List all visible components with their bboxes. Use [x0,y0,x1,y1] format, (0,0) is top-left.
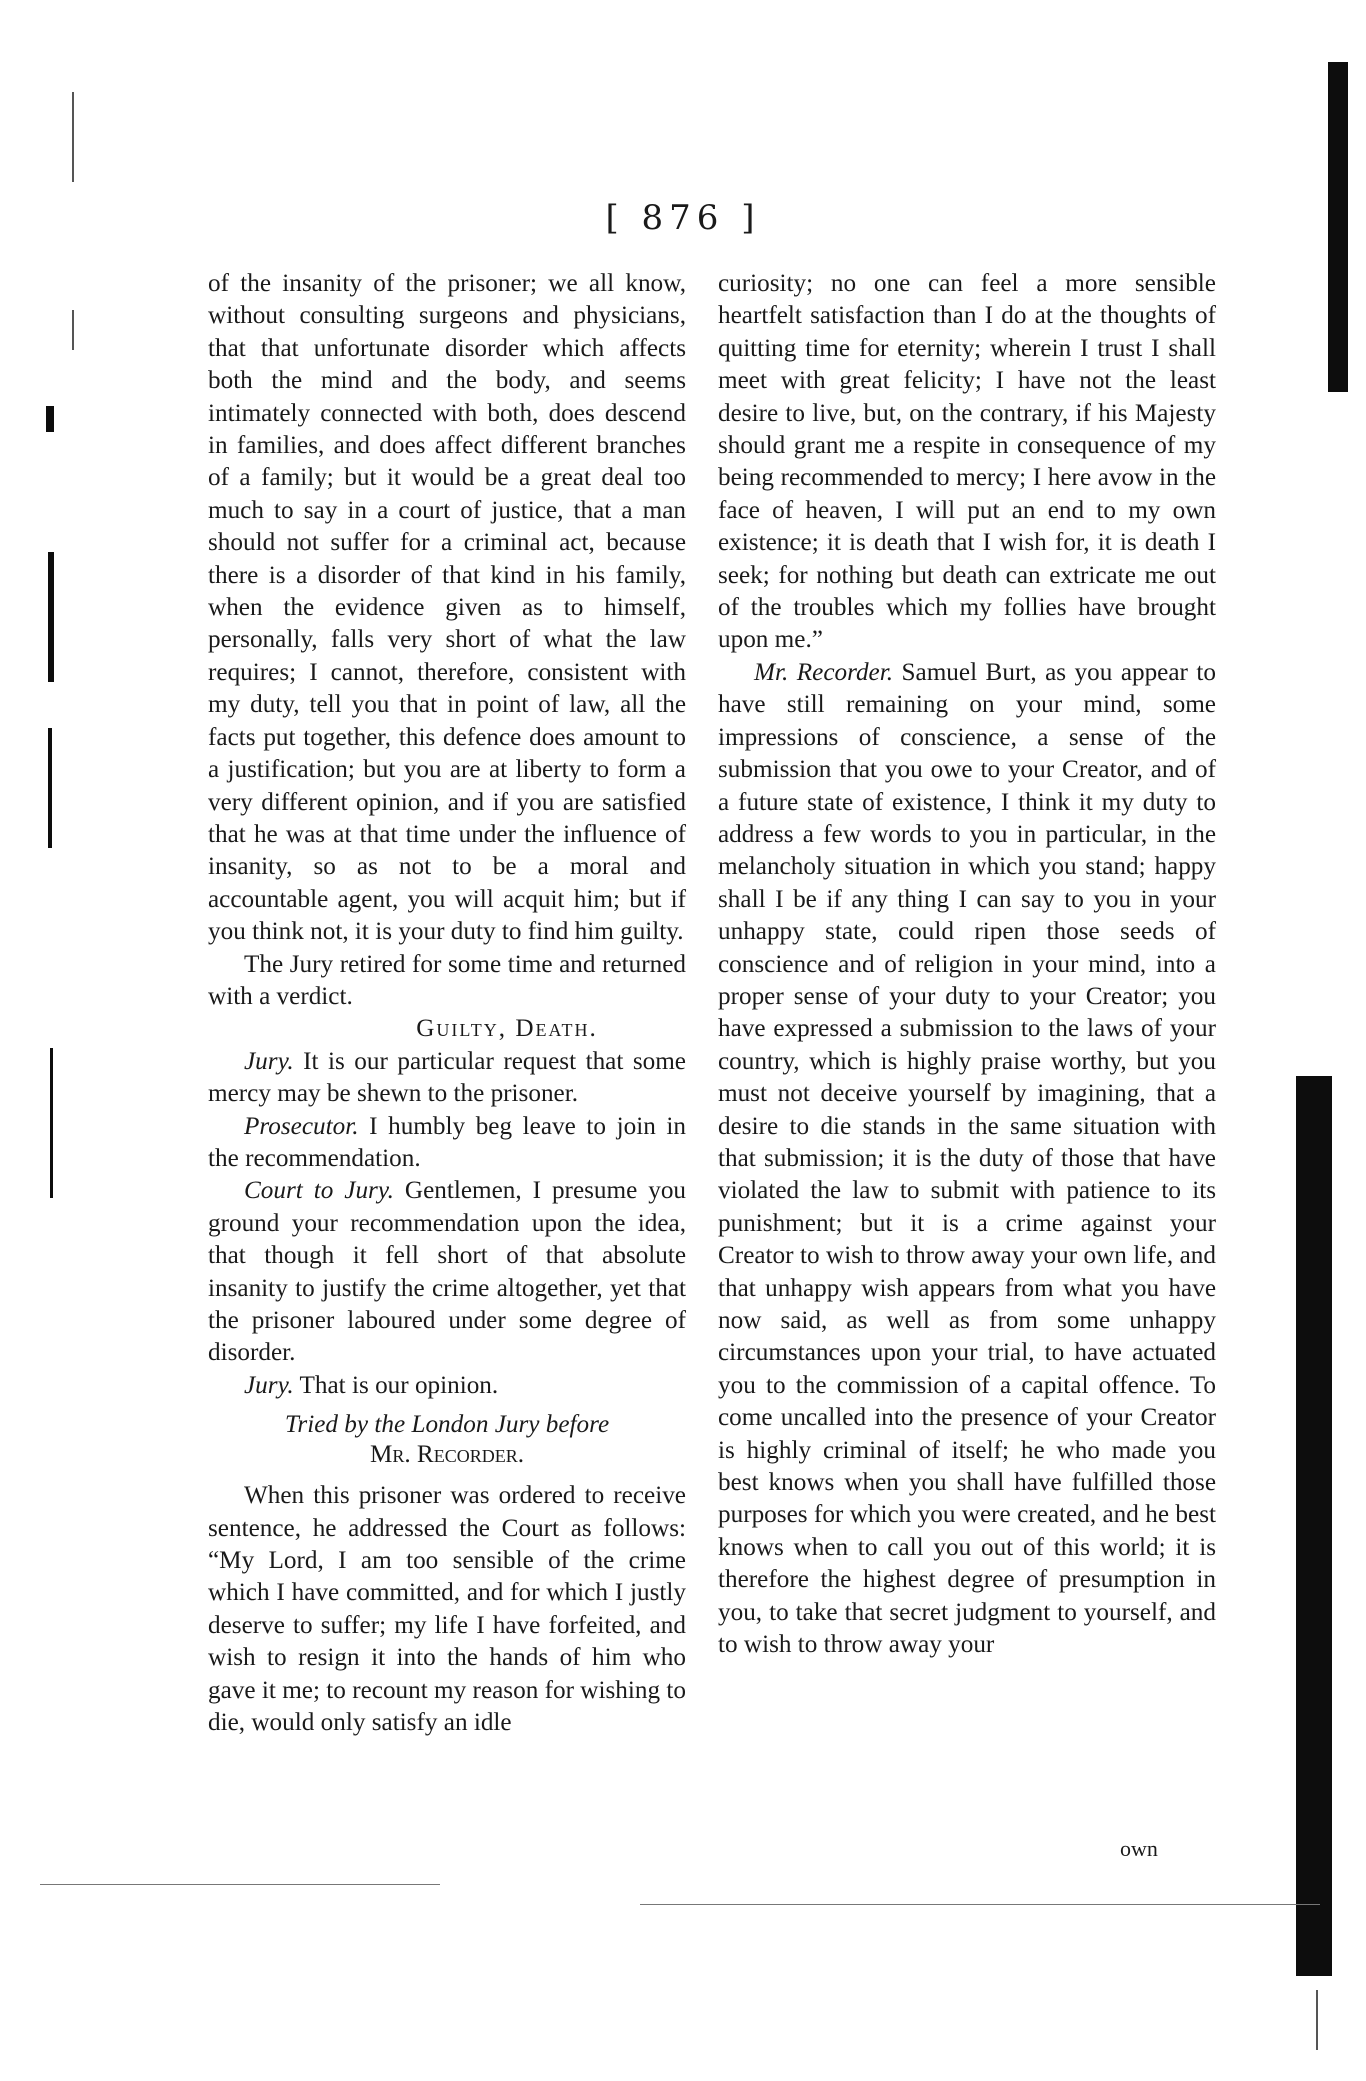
paragraph-jury-request [208,1046,686,1111]
section-heading [208,1410,686,1470]
section-heading-line: Tried by the London Jury before [284,1411,610,1439]
scan-edge-tick-2 [72,310,74,350]
scan-edge-mark-left-1 [46,406,54,432]
speaker-recorder: Mr. Recorder. [754,658,894,686]
scan-bottom-rule-left [40,1884,440,1885]
paragraph-jury-retired: The Jury retired for some time and returned with a verdict. [208,950,686,1010]
scan-edge-mark-left-2 [48,552,54,682]
jury-request-text: It is our particular request that some mercy may be shewn to the prisoner. [208,1047,686,1108]
verdict: Guilty, Death. [416,1015,598,1043]
scan-edge-mark-left-3 [48,728,52,848]
prosecutor-text: I humbly beg leave to join in the recommendation. [208,1112,687,1172]
paragraph-quote-continued: curiosity; no one can feel a more sensible heartfelt satisfaction than I do at the thoughts of quitting time for eternity; wherein I trust I shall meet with great felicity; I have not the least desire to live, but, on the contrary, if his Majesty should grant me a respite in consequence of my being recommended to mercy; I here avow in the face of heaven, I will put an end to my own existence; it is death that I wish for, it is death I seek; for nothing but death can extricate me out of the troubles which my follies have brought upon me.” [718,270,1216,654]
catchword: own [1120,1836,1158,1861]
scan-bottom-rule-right [640,1904,1320,1905]
paragraph-prisoner-address [208,1480,686,1739]
paragraph-prosecutor [208,1111,686,1176]
paragraph-charge-end: of the insanity of the prisoner; we all know, without consulting surgeons and physicians, that that unfortunate disorder which affects both the mind and the body, and seems intimately connected with both, does descend in families, and does affect different branches of a family; but it would be a great deal too much to say in a court of justice, that a man should not suffer for a criminal act, because there is a disorder of that kind in his family, when the evidence given as to himself, personally, falls very short of what the law requires; I cannot, therefore, consistent with my duty, tell you that in point of law, all the facts put together, this defence does amount to a justification; but you are at liberty to form a very different opinion, and if you are satisfied that he was at that time under the influence of insanity, so as not to be a moral and accountable agent, you will acquit him; but if you think not, it is your duty to find him guilty. [208,270,686,946]
scan-edge-bar-bottom [1296,1076,1332,1976]
prisoner-address-quote: “My Lord, I am too sensible of the crime which I have committed, and for which I justly deserve to suffer; my life I have forfeited, and wish to resign it into the hands of him who gave it me; to recount my reason for wishing to die, would only satisfy an idle [208,1547,686,1737]
paragraph-recorder [718,657,1216,1662]
page-number: [ 876 ] [605,198,761,238]
speaker-prosecutor: Prosecutor. [244,1112,359,1140]
speaker-court: Court to Jury. [244,1177,394,1205]
speaker-jury-2: Jury. [244,1371,294,1399]
paragraph-jury-opinion [208,1370,686,1402]
scan-edge-tick-1 [72,92,74,182]
scan-edge-tick-3 [1316,1990,1318,2050]
section-heading-sub: Mr. Recorder. [369,1441,525,1469]
recorder-text: Samuel Burt, as you appear to have still remaining on your mind, some impressions of conscience, a sense of the submission that you owe to your Creator, and of a future state of existence, I think it my duty to address a few words to you in particular, in the melancholy situation in which you stand; happy shall I be if any thing I can say to you in your unhappy state, could ripen those seeds of conscience and of religion in your mind, into a proper sense of your duty to your Creator; you have expressed a submission to the laws of your country, which is highly praise worthy, but you must not deceive yourself by imagining, that a desire to die stands in the same situation with that submission; it is the duty of those that have violated the law to submit with patience to its punishment; but it is a crime against your Creator to wish to throw away your own life, and that unhappy wish appears from what you have now said, as well as from some unhappy circumstances upon your trial, to have actuated you to the commission of a capital offence. To come uncalled into the presence of your Creator is highly criminal of itself; he who made you best knows when you shall have fulfilled those purposes for which you were created, and he best knows when to call you out of this world; it is therefore the highest degree of presumption in you, to take that secret judgment to yourself, and to wish to throw away your [718,658,1216,1659]
right-column [718,268,1216,1661]
scan-edge-mark-left-4 [50,1048,53,1198]
left-column [208,268,686,1739]
speaker-jury: Jury. [244,1047,294,1075]
prisoner-address-intro: When this prisoner was ordered to receive sentence, he addressed the Court as follows: [208,1482,686,1542]
jury-opinion-text: That is our opinion. [299,1371,499,1399]
court-text: Gentlemen, I presume you ground your recommendation upon the idea, that though it fell short of that absolute insanity to justify the crime altogether, yet that the prisoner laboured under some degree of disorder. [208,1177,687,1367]
paragraph-court [208,1175,686,1369]
